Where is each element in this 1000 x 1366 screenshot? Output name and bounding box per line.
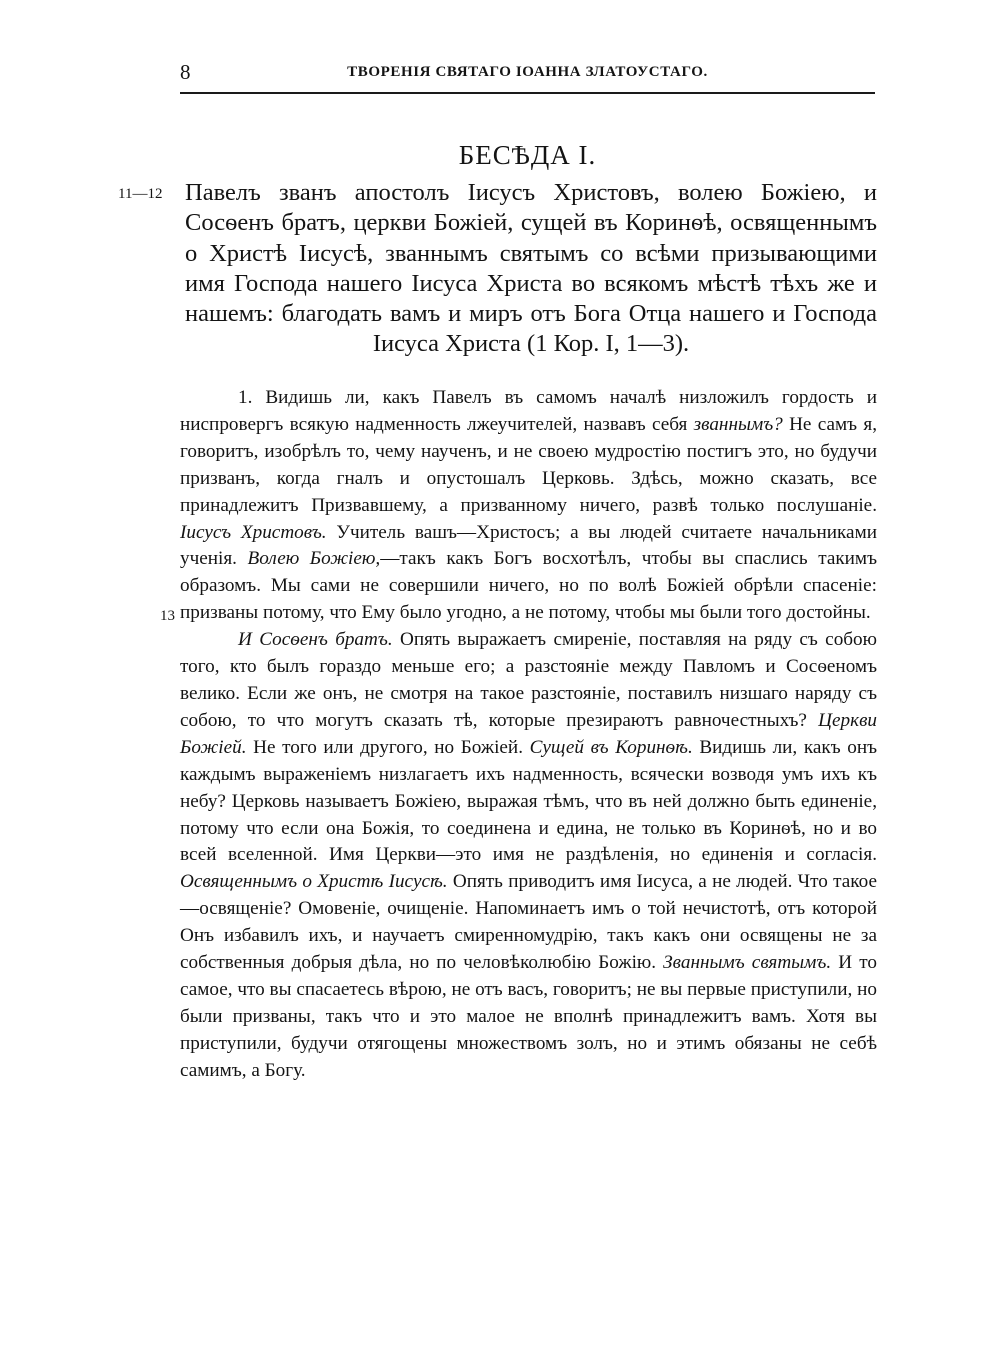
text-segment: 1. Видишь ли, какъ Павелъ въ самомъ началѣ низложилъ гордость и ниспровергъ всякую надменность лжеучителей, назвавъ себя: [180, 387, 877, 435]
text-segment: И то самое, что вы спасаетесь вѣрою, не отъ васъ, говоритъ; не вы первые приступили, но были призваны, такъ что и это малое не вполнѣ принадлежитъ вамъ. Хотя вы приступили, будучи отягощены множествомъ золъ, но и этимъ обязаны не себѣ самимъ, а Богу.: [180, 952, 877, 1081]
italic-phrase: Волею Божіею,: [247, 548, 381, 570]
text-segment: Видишь ли, какъ онъ каждымъ выраженіемъ низлагаетъ ихъ надменность, всячески возводя умъ ихъ къ небу? Церковь называетъ Божіею, выражая тѣмъ, что въ ней должно быть единеніе, потому что если она Божія, то соединена и едина, не только въ Коринѳѣ, но и во всей вселенной. Имя Церкви—это имя не раздѣленія, но единенія и согласія.: [180, 736, 878, 866]
text-segment: Не самъ я, говоритъ, изобрѣлъ то, чему наученъ, и не своею мудростію постигъ это, но будучи призванъ, когда гналъ и опустошалъ Церковь. Здѣсь, можно сказать, все принадлежитъ Призвавшему, а призванному ничего, развѣ только послушаніе.: [180, 413, 877, 516]
text-segment: Учитель вашъ—Христосъ; а вы людей считаете начальниками ученія.: [180, 521, 877, 570]
sermon-title: БЕСѢДА I.: [458, 140, 597, 170]
paragraph-1: [180, 385, 877, 627]
italic-phrase: Іисусъ Христовъ.: [180, 521, 327, 543]
scripture-quote: Павелъ званъ апостолъ Іисусъ Христовъ, волею Божіею, и Сосѳенъ братъ, церкви Божіей, сущей въ Коринѳѣ, освященнымъ о Христѣ Іисусѣ, званнымъ святымъ со всѣми призывающими имя Господа нашего Іисуса Христа во всякомъ мѣстѣ тѣхъ же и нашемъ: благодать вамъ и миръ отъ Бога Отца нашего и Господа Іисуса Христа (1 Кор. I, 1—3).: [185, 179, 877, 358]
verse-13-margin-note: 13: [160, 608, 175, 624]
italic-phrase: И Сосѳенъ братъ.: [238, 629, 393, 651]
page-header: [180, 60, 875, 90]
verse-margin-note: 11—12: [118, 186, 163, 202]
paragraph-2: [180, 627, 877, 1084]
italic-phrase: званнымъ?: [693, 413, 783, 435]
italic-phrase: Церкви Божіей.: [180, 709, 877, 758]
text-segment: Опять приводитъ имя Іисуса, а не людей. Что такое—освященіе? Омовеніе, очищеніе. Напоминаетъ имъ о той нечистотѣ, отъ которой Онъ избавилъ ихъ, и научаетъ смиренномудрію, такъ какъ они освящены не за собственныя добрыя дѣла, но по человѣколюбію Божію.: [180, 871, 877, 974]
text-segment: Не того или другого, но Божіей.: [246, 736, 530, 758]
italic-phrase: Званнымъ святымъ.: [663, 952, 832, 974]
italic-phrase: Сущей въ Коринѳѣ.: [529, 736, 693, 758]
page-number: 8: [180, 60, 191, 84]
header-rule: [180, 92, 875, 94]
text-segment: —такъ какъ Богъ восхотѣлъ, чтобы вы спаслись такимъ образомъ. Мы сами не совершили ничего, но по волѣ Божіей обрѣли спасеніе: призваны потому, что Ему было угодно, а не потому, чтобы мы были того достойны.: [180, 548, 877, 624]
italic-phrase: Освященнымъ о Христѣ Іисусѣ.: [180, 871, 448, 893]
running-title: ТВОРЕНІЯ СВЯТАГО ІОАННА ЗЛАТОУСТАГО.: [347, 64, 708, 80]
text-segment: Опять выражаетъ смиреніе, поставляя на ряду съ собою того, кто былъ гораздо меньше его; а разстояніе между Павломъ и Сосѳеномъ велико. Если же онъ, не смотря на такое разстояніе, поставилъ низшаго наряду съ собою, то что могутъ сказать тѣ, которые презираютъ равночестныхъ?: [180, 629, 877, 731]
body-text: [180, 385, 877, 1085]
